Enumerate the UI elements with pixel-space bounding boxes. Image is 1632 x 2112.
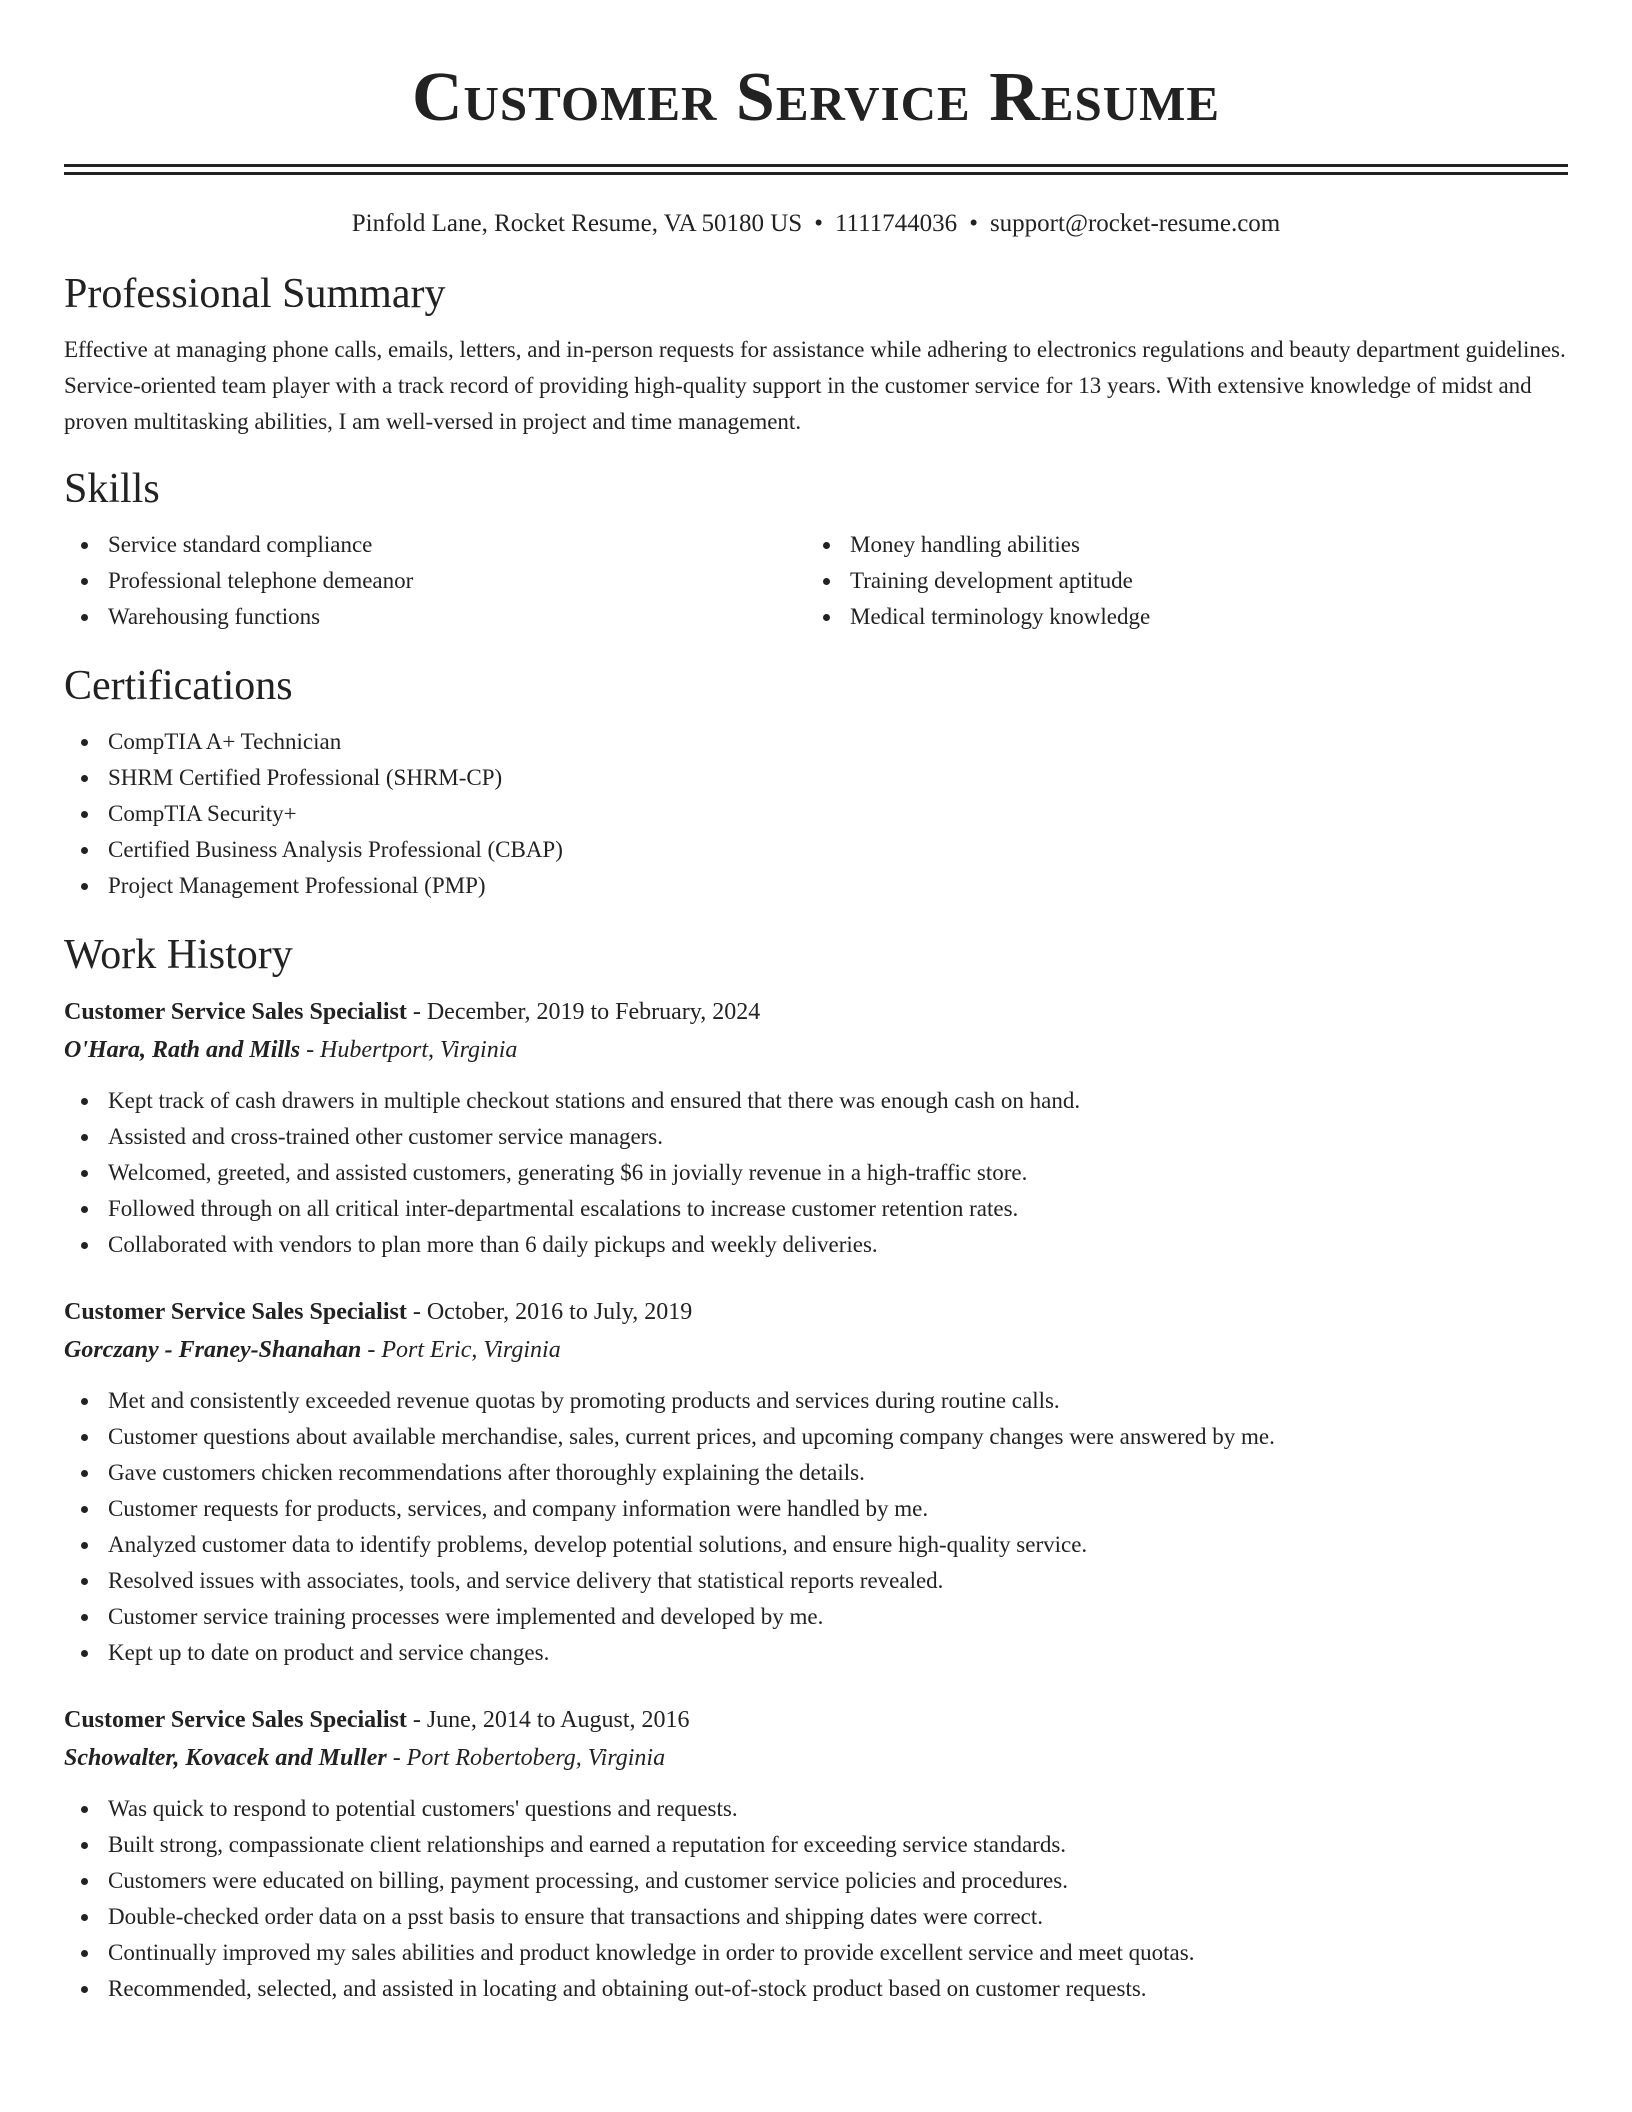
summary-text: Effective at managing phone calls, emails, letters, and in-person requests for assistance while adhering to electronics regulations and beauty department guidelines. Service-oriented team player with a track record of providing high-quality support in the customer service for 13 years. With extensive knowledge of midst and proven multitasking abilities, I am well-versed in project and time management. <box>64 337 1566 434</box>
certifications-heading: Certifications <box>64 663 293 709</box>
job-bullet: Continually improved my sales abilities and product knowledge in order to provide excellent service and meet quotas. <box>64 1935 1568 1971</box>
job-bullet: Followed through on all critical inter-departmental escalations to increase customer retention rates. <box>64 1191 1568 1227</box>
job-title: Customer Service Sales Specialist <box>64 1299 407 1325</box>
job-header <box>64 993 1568 1031</box>
job-bullet: Collaborated with vendors to plan more than 6 daily pickups and weekly deliveries. <box>64 1227 1568 1263</box>
skill-item: Money handling abilities <box>806 527 1548 563</box>
job-bullet: Customer service training processes were implemented and developed by me. <box>64 1599 1568 1635</box>
job-entry <box>64 993 1568 1263</box>
job-entry <box>64 1293 1568 1671</box>
skill-item: Service standard compliance <box>64 527 806 563</box>
job-bullet: Customer requests for products, services, and company information were handled by me. <box>64 1491 1568 1527</box>
job-bullet: Recommended, selected, and assisted in locating and obtaining out-of-stock product based on customer requests. <box>64 1971 1568 2007</box>
job-bullet: Gave customers chicken recommendations after thoroughly explaining the details. <box>64 1455 1568 1491</box>
job-bullet: Customers were educated on billing, payment processing, and customer service policies and procedures. <box>64 1863 1568 1899</box>
job-company: Schowalter, Kovacek and Muller <box>64 1745 387 1771</box>
job-dates: - June, 2014 to August, 2016 <box>406 1707 690 1733</box>
job-location: - Port Eric, Virginia <box>361 1337 561 1363</box>
job-bullet: Was quick to respond to potential customers' questions and requests. <box>64 1791 1568 1827</box>
skill-item: Training development aptitude <box>806 563 1548 599</box>
job-bullet: Built strong, compassionate client relationships and earned a reputation for exceeding service standards. <box>64 1827 1568 1863</box>
summary-heading: Professional Summary <box>64 271 446 317</box>
job-bullet-list <box>64 1791 1568 2007</box>
job-bullet: Kept track of cash drawers in multiple checkout stations and ensured that there was enough cash on hand. <box>64 1083 1568 1119</box>
skill-item: Medical terminology knowledge <box>806 599 1548 635</box>
contact-phone: 1111744036 <box>834 210 958 237</box>
job-company: Gorczany - Franey-Shanahan <box>64 1337 362 1363</box>
job-title: Customer Service Sales Specialist <box>64 999 407 1025</box>
job-title: Customer Service Sales Specialist <box>64 1707 407 1733</box>
skills-grid <box>64 527 1568 635</box>
job-bullet-list <box>64 1083 1568 1263</box>
skills-section <box>64 463 1568 635</box>
certification-item: CompTIA Security+ <box>64 796 1568 832</box>
job-company: O'Hara, Rath and Mills <box>64 1037 301 1063</box>
job-bullet: Double-checked order data on a psst basis to ensure that transactions and shipping dates were correct. <box>64 1899 1568 1935</box>
contact-email: support@rocket-resume.com <box>989 210 1281 237</box>
skill-item: Warehousing functions <box>64 599 806 635</box>
job-bullet: Assisted and cross-trained other customer service managers. <box>64 1119 1568 1155</box>
title-double-rule <box>64 164 1568 175</box>
job-header <box>64 1293 1568 1331</box>
contact-separator: • <box>969 210 978 237</box>
job-bullet-list <box>64 1383 1568 1671</box>
skills-list-right <box>806 527 1548 635</box>
certification-item: Certified Business Analysis Professional (CBAP) <box>64 832 1568 868</box>
job-bullet: Analyzed customer data to identify problems, develop potential solutions, and ensure high-quality service. <box>64 1527 1568 1563</box>
certification-item: Project Management Professional (PMP) <box>64 868 1568 904</box>
contact-address: Pinfold Lane, Rocket Resume, VA 50180 US <box>351 210 803 237</box>
job-bullet: Customer questions about available merchandise, sales, current prices, and upcoming company changes were answered by me. <box>64 1419 1568 1455</box>
resume-title: Customer Service Resume <box>411 59 1221 136</box>
contact-separator: • <box>814 210 823 237</box>
certifications-list <box>64 724 1568 904</box>
job-location: - Hubertport, Virginia <box>300 1037 518 1063</box>
summary-section <box>64 268 1568 440</box>
job-bullet: Kept up to date on product and service changes. <box>64 1635 1568 1671</box>
skills-list-left <box>64 527 806 635</box>
job-employer <box>64 1739 1568 1777</box>
certification-item: CompTIA A+ Technician <box>64 724 1568 760</box>
contact-line <box>64 207 1568 241</box>
work-history-section <box>64 929 1568 2007</box>
resume-page <box>64 0 1568 2007</box>
job-dates: - October, 2016 to July, 2019 <box>406 1299 693 1325</box>
job-employer <box>64 1331 1568 1369</box>
job-entry <box>64 1701 1568 2007</box>
certifications-section <box>64 660 1568 904</box>
job-employer <box>64 1031 1568 1069</box>
skill-item: Professional telephone demeanor <box>64 563 806 599</box>
job-bullet: Met and consistently exceeded revenue quotas by promoting products and services during routine calls. <box>64 1383 1568 1419</box>
work-history-heading: Work History <box>64 932 293 978</box>
job-header <box>64 1701 1568 1739</box>
job-location: - Port Robertoberg, Virginia <box>386 1745 666 1771</box>
skills-heading: Skills <box>64 466 160 512</box>
job-bullet: Welcomed, greeted, and assisted customers, generating $6 in jovially revenue in a high-traffic store. <box>64 1155 1568 1191</box>
job-bullet: Resolved issues with associates, tools, and service delivery that statistical reports revealed. <box>64 1563 1568 1599</box>
job-dates: - December, 2019 to February, 2024 <box>406 999 761 1025</box>
certification-item: SHRM Certified Professional (SHRM-CP) <box>64 760 1568 796</box>
